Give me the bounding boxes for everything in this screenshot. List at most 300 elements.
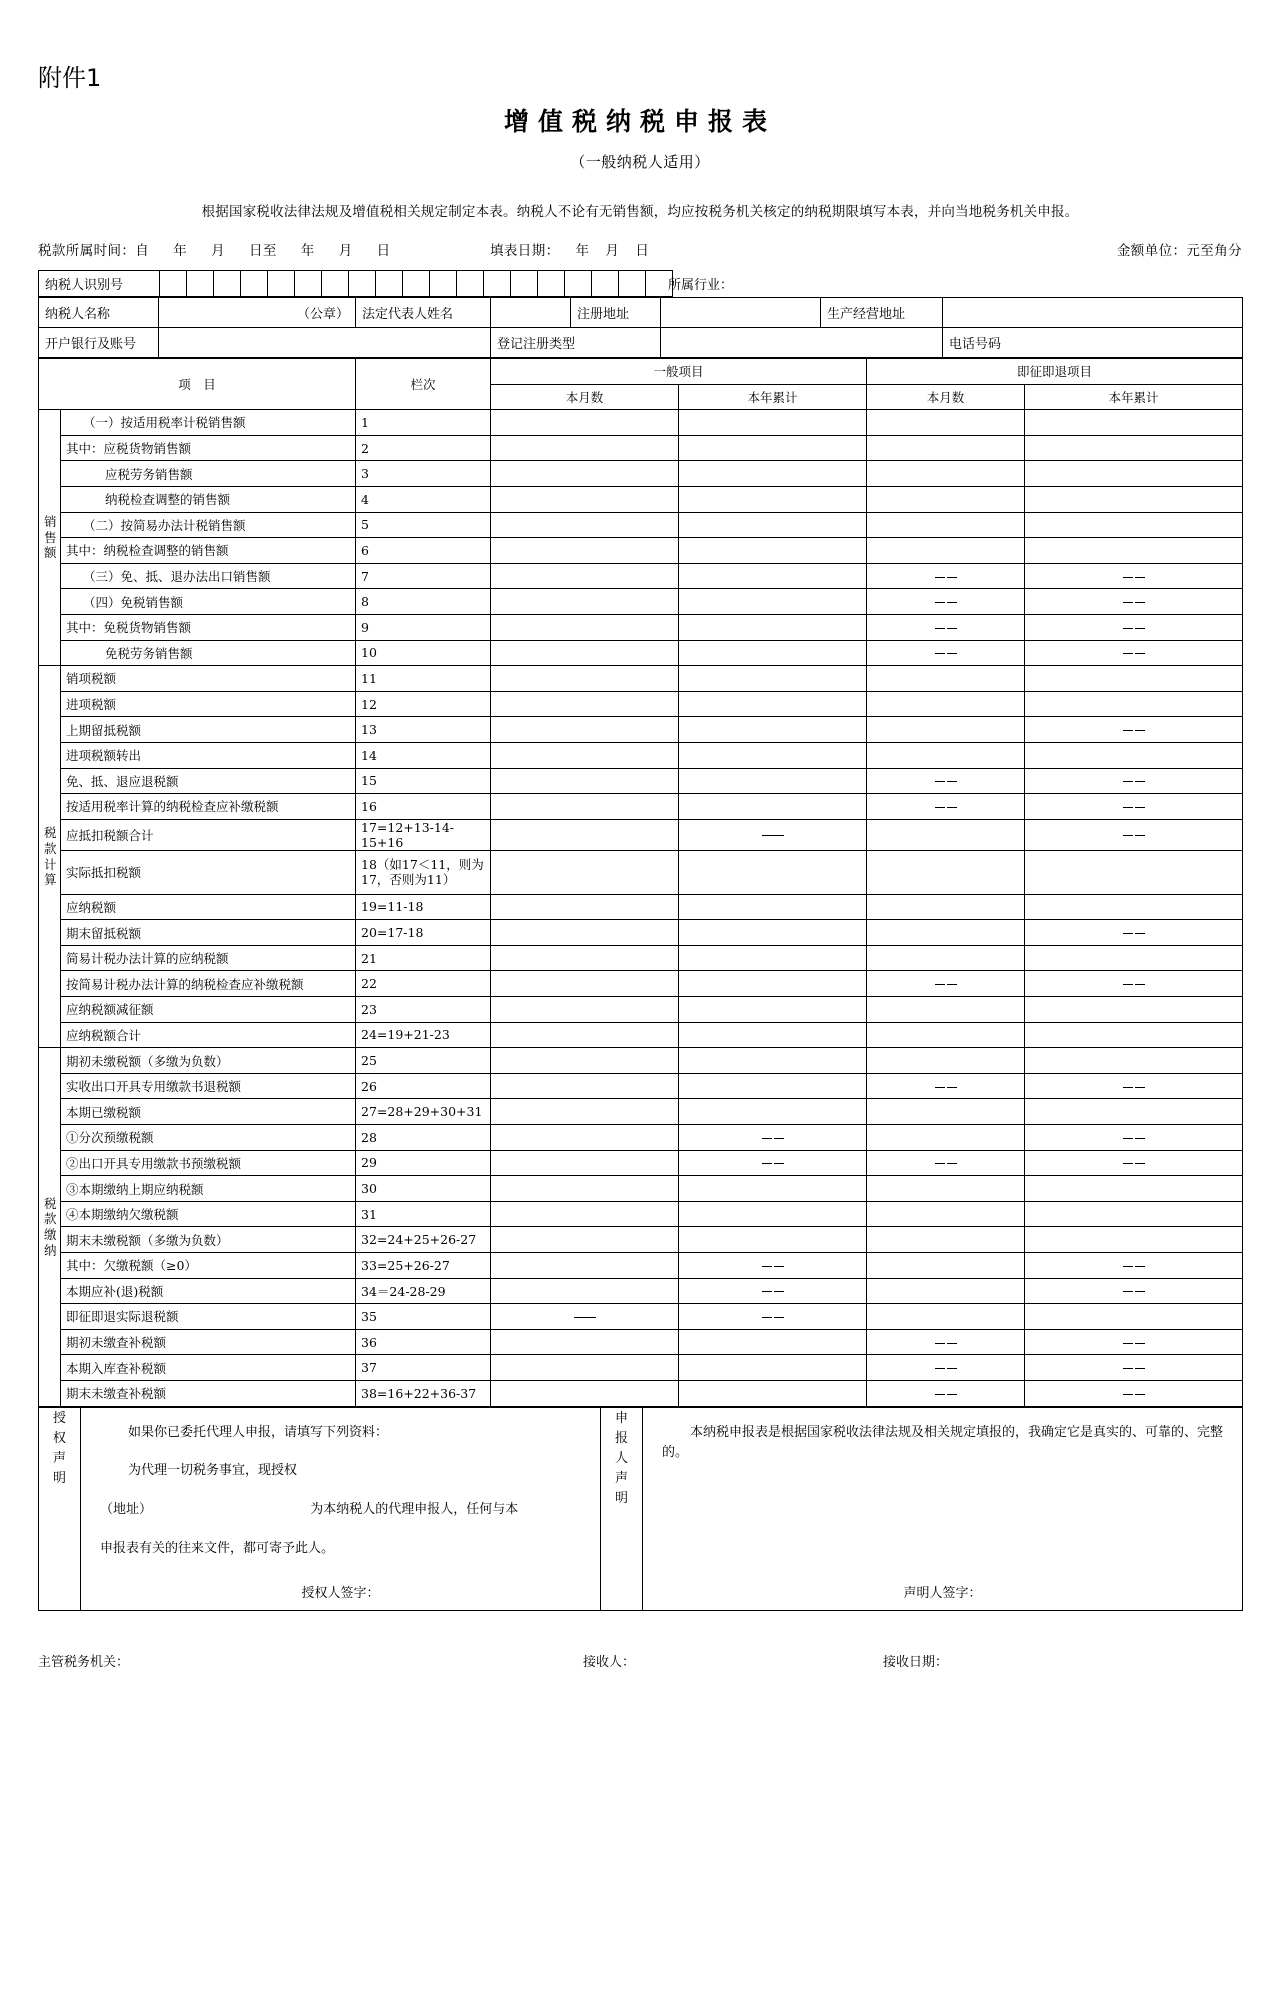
dash-mark <box>1123 577 1133 578</box>
value-cell-refund-year <box>1025 1150 1243 1176</box>
value-cell-refund-year[interactable] <box>1025 1176 1243 1202</box>
value-cell-refund-month[interactable] <box>867 410 1025 436</box>
value-cell-general-year <box>679 1253 867 1279</box>
value-cell-general-year <box>679 1125 867 1151</box>
dash-mark <box>1135 1163 1145 1164</box>
value-cell-general-month[interactable] <box>491 1073 679 1099</box>
auth-line-1: 如果你已委托代理人申报，请填写下列资料： <box>128 1424 389 1440</box>
value-cell-general-month[interactable] <box>491 1125 679 1151</box>
value-cell-refund-year <box>1025 971 1243 997</box>
value-cell-general-month[interactable] <box>491 614 679 640</box>
value-cell-general-month[interactable] <box>491 742 679 768</box>
dash-mark <box>762 1138 772 1139</box>
value-cell-general-month[interactable] <box>491 920 679 946</box>
taxpayer-id-digit-10[interactable] <box>402 271 429 296</box>
taxpayer-id-digit-2[interactable] <box>186 271 213 296</box>
phone-cell <box>943 328 1243 358</box>
value-cell-refund-month <box>867 589 1025 615</box>
value-cell-refund-year <box>1025 1355 1243 1381</box>
value-cell-refund-year[interactable] <box>1025 461 1243 487</box>
dash-mark <box>947 602 957 603</box>
value-cell-refund-month <box>867 563 1025 589</box>
value-cell-refund-year[interactable] <box>1025 666 1243 692</box>
value-cell-general-month[interactable] <box>491 1099 679 1125</box>
row-item-label: 进项税额转出 <box>61 742 356 768</box>
dash-mark <box>1123 1291 1133 1292</box>
row-item-label: 实际抵扣税额 <box>61 850 356 894</box>
value-cell-general-month[interactable] <box>491 1227 679 1253</box>
row-line-number: 4 <box>356 486 491 512</box>
dash-mark <box>762 835 784 836</box>
value-cell-general-month[interactable] <box>491 512 679 538</box>
value-cell-general-year[interactable] <box>679 894 867 920</box>
fill-month: 月 <box>605 243 620 259</box>
row-line-number: 32=24+25+26-27 <box>356 1227 491 1253</box>
value-cell-general-year[interactable] <box>679 1099 867 1125</box>
value-cell-general-month[interactable] <box>491 717 679 743</box>
fill-year: 年 <box>575 243 590 259</box>
page-subtitle: （一般纳税人适用） <box>570 153 710 171</box>
dash-mark <box>1123 628 1133 629</box>
row-item-label: 上期留抵税额 <box>61 717 356 743</box>
value-cell-general-month[interactable] <box>491 461 679 487</box>
value-cell-general-month <box>491 1304 679 1330</box>
value-cell-refund-month[interactable] <box>867 819 1025 850</box>
value-cell-general-month[interactable] <box>491 1150 679 1176</box>
row-item-label: ③本期缴纳上期应纳税额 <box>61 1176 356 1202</box>
value-cell-refund-month <box>867 768 1025 794</box>
taxpayer-id-digit-11[interactable] <box>429 271 456 296</box>
row-line-number: 9 <box>356 614 491 640</box>
value-cell-refund-month[interactable] <box>867 666 1025 692</box>
dash-mark <box>1123 1343 1133 1344</box>
col-header-refund-month: 本月数 <box>867 384 1025 410</box>
period-day-to: 日至 <box>249 243 277 259</box>
taxpayer-id-digit-3[interactable] <box>213 271 240 296</box>
dash-mark <box>774 1163 784 1164</box>
value-cell-general-year[interactable] <box>679 1022 867 1048</box>
dash-mark <box>935 577 945 578</box>
table-row <box>39 1329 1243 1355</box>
row-item-label: 销项税额 <box>61 666 356 692</box>
table-row <box>39 512 1243 538</box>
row-item-label: （四）免税销售额 <box>61 589 356 615</box>
value-cell-refund-year[interactable] <box>1025 410 1243 436</box>
section-label-3: 税 款 缴 纳 <box>39 1048 61 1406</box>
receiver-label: 接收人： <box>583 1654 636 1670</box>
value-cell-refund-month <box>867 1380 1025 1406</box>
row-item-label: 本期应补(退)税额 <box>61 1278 356 1304</box>
row-line-number: 35 <box>356 1304 491 1330</box>
value-cell-general-year[interactable] <box>679 742 867 768</box>
row-line-number: 16 <box>356 794 491 820</box>
table-row <box>39 1099 1243 1125</box>
value-cell-refund-year[interactable] <box>1025 512 1243 538</box>
taxpayer-id-digit-16[interactable] <box>564 271 591 296</box>
registered-addr-label: 注册地址 <box>571 298 661 328</box>
authorization-declaration-cell <box>81 1407 601 1610</box>
taxpayer-id-digit-13[interactable] <box>483 271 510 296</box>
value-cell-general-month[interactable] <box>491 894 679 920</box>
table-row <box>39 945 1243 971</box>
value-cell-refund-month[interactable] <box>867 1227 1025 1253</box>
value-cell-refund-year[interactable] <box>1025 1099 1243 1125</box>
dash-mark <box>1123 1087 1133 1088</box>
value-cell-general-year[interactable] <box>679 666 867 692</box>
row-line-number: 31 <box>356 1201 491 1227</box>
taxpayer-id-digit-9[interactable] <box>375 271 402 296</box>
value-cell-refund-month[interactable] <box>867 1201 1025 1227</box>
authorizer-signature-label[interactable]: 授权人签字： <box>301 1585 380 1601</box>
taxpayer-id-digit-12[interactable] <box>456 271 483 296</box>
taxpayer-name-label: 纳税人名称 <box>39 298 159 328</box>
value-cell-general-month[interactable] <box>491 589 679 615</box>
value-cell-refund-year[interactable] <box>1025 486 1243 512</box>
row-item-label: （三）免、抵、退办法出口销售额 <box>61 563 356 589</box>
value-cell-general-year[interactable] <box>679 1329 867 1355</box>
taxpayer-id-digit-18[interactable] <box>618 271 645 296</box>
value-cell-general-year <box>679 819 867 850</box>
row-line-number: 37 <box>356 1355 491 1381</box>
table-row <box>39 850 1243 894</box>
value-cell-general-year[interactable] <box>679 920 867 946</box>
table-row <box>39 1176 1243 1202</box>
value-cell-refund-month[interactable] <box>867 1125 1025 1151</box>
col-header-item: 项 目 <box>39 359 356 410</box>
receive-date-label: 接收日期： <box>883 1654 949 1670</box>
value-cell-refund-month[interactable] <box>867 742 1025 768</box>
value-cell-refund-year[interactable] <box>1025 894 1243 920</box>
value-cell-general-year[interactable] <box>679 461 867 487</box>
registered-addr-value[interactable] <box>661 298 821 328</box>
value-cell-refund-month[interactable] <box>867 1176 1025 1202</box>
value-cell-general-year[interactable] <box>679 1176 867 1202</box>
value-cell-general-month[interactable] <box>491 410 679 436</box>
value-cell-general-month[interactable] <box>491 1022 679 1048</box>
value-cell-general-month[interactable] <box>491 850 679 894</box>
value-cell-refund-month[interactable] <box>867 894 1025 920</box>
taxpayer-id-label: 纳税人识别号 <box>45 278 124 293</box>
value-cell-refund-month[interactable] <box>867 850 1025 894</box>
value-cell-general-year[interactable] <box>679 486 867 512</box>
authorization-body <box>82 1409 599 1609</box>
reg-type-label: 登记注册类型 <box>491 328 661 358</box>
value-cell-refund-month <box>867 1355 1025 1381</box>
value-cell-refund-year[interactable] <box>1025 1201 1243 1227</box>
row-line-number: 10 <box>356 640 491 666</box>
value-cell-refund-month <box>867 971 1025 997</box>
dash-mark <box>1135 1394 1145 1395</box>
dash-mark <box>935 602 945 603</box>
fill-date-label <box>490 239 649 259</box>
value-cell-refund-month[interactable] <box>867 920 1025 946</box>
value-cell-refund-month <box>867 1150 1025 1176</box>
auth-line-2: 为代理一切税务事宜，现授权 <box>128 1463 298 1479</box>
value-cell-general-year[interactable] <box>679 945 867 971</box>
taxpayer-id-digit-1[interactable] <box>159 271 186 296</box>
value-cell-refund-year <box>1025 920 1243 946</box>
value-cell-refund-year[interactable] <box>1025 945 1243 971</box>
value-cell-general-month[interactable] <box>491 486 679 512</box>
value-cell-refund-month[interactable] <box>867 1048 1025 1074</box>
row-item-label: 期初未缴查补税额 <box>61 1329 356 1355</box>
row-line-number: 13 <box>356 717 491 743</box>
value-cell-refund-year <box>1025 1253 1243 1279</box>
phone-label: 电话号码 <box>949 337 1002 352</box>
fill-day: 日 <box>635 243 650 259</box>
value-cell-general-year <box>679 1304 867 1330</box>
filer-side-label: 申 报 人 声 明 <box>601 1407 643 1610</box>
value-cell-general-year[interactable] <box>679 1227 867 1253</box>
value-cell-general-month[interactable] <box>491 1329 679 1355</box>
dash-mark <box>935 653 945 654</box>
row-item-label: 按简易计税办法计算的纳税检查应补缴税额 <box>61 971 356 997</box>
col-header-general-month: 本月数 <box>491 384 679 410</box>
value-cell-general-year[interactable] <box>679 997 867 1023</box>
value-cell-refund-year[interactable] <box>1025 1304 1243 1330</box>
value-cell-general-month[interactable] <box>491 1176 679 1202</box>
dash-mark <box>1135 835 1145 836</box>
value-cell-general-month[interactable] <box>491 435 679 461</box>
period-month: 月 <box>211 243 226 259</box>
value-cell-general-year[interactable] <box>679 410 867 436</box>
value-cell-general-month[interactable] <box>491 1278 679 1304</box>
filer-signature-label[interactable]: 声明人签字： <box>903 1585 982 1601</box>
value-cell-refund-month[interactable] <box>867 461 1025 487</box>
value-cell-general-year[interactable] <box>679 538 867 564</box>
dash-mark <box>935 628 945 629</box>
row-item-label: 其中：纳税检查调整的销售额 <box>61 538 356 564</box>
value-cell-general-year[interactable] <box>679 794 867 820</box>
filer-body <box>644 1409 1241 1609</box>
value-cell-general-month[interactable] <box>491 563 679 589</box>
value-cell-general-month[interactable] <box>491 997 679 1023</box>
value-cell-refund-year <box>1025 1125 1243 1151</box>
dash-mark <box>947 1163 957 1164</box>
value-cell-general-month[interactable] <box>491 1048 679 1074</box>
period-year-2: 年 <box>300 243 315 259</box>
period-month-2: 月 <box>338 243 353 259</box>
table-row <box>39 538 1243 564</box>
row-line-number: 11 <box>356 666 491 692</box>
row-item-label: 期末未缴查补税额 <box>61 1380 356 1406</box>
dash-mark <box>1135 1343 1145 1344</box>
value-cell-refund-year[interactable] <box>1025 1227 1243 1253</box>
row-item-label: 其中：欠缴税额（≥0） <box>61 1253 356 1279</box>
dash-mark <box>1135 1291 1145 1292</box>
period-day-2: 日 <box>376 243 391 259</box>
row-line-number: 26 <box>356 1073 491 1099</box>
row-line-number: 28 <box>356 1125 491 1151</box>
row-line-number: 2 <box>356 435 491 461</box>
table-row <box>39 328 1243 358</box>
table-row <box>39 1407 1243 1610</box>
dash-mark <box>947 984 957 985</box>
filer-declaration-text: 本纳税申报表是根据国家税收法律法规及相关规定填报的，我确定它是真实的、可靠的、完整的。 <box>662 1424 1224 1461</box>
value-cell-refund-month[interactable] <box>867 1304 1025 1330</box>
value-cell-refund-month[interactable] <box>867 538 1025 564</box>
dash-mark <box>1123 984 1133 985</box>
value-cell-general-year <box>679 1150 867 1176</box>
value-cell-refund-month[interactable] <box>867 1253 1025 1279</box>
value-cell-refund-month[interactable] <box>867 512 1025 538</box>
value-cell-general-year[interactable] <box>679 589 867 615</box>
table-row <box>39 1355 1243 1381</box>
value-cell-general-month[interactable] <box>491 1355 679 1381</box>
value-cell-refund-year[interactable] <box>1025 538 1243 564</box>
meta-line <box>38 239 1242 265</box>
value-cell-general-year[interactable] <box>679 717 867 743</box>
table-row <box>39 1278 1243 1304</box>
dash-mark <box>1123 1138 1133 1139</box>
dash-mark <box>947 1394 957 1395</box>
value-cell-refund-month[interactable] <box>867 691 1025 717</box>
fill-date-prefix: 填表日期： <box>490 243 560 259</box>
value-cell-refund-year[interactable] <box>1025 691 1243 717</box>
value-cell-general-year[interactable] <box>679 1048 867 1074</box>
value-cell-refund-month[interactable] <box>867 997 1025 1023</box>
row-item-label: 应纳税额合计 <box>61 1022 356 1048</box>
row-line-number: 7 <box>356 563 491 589</box>
taxpayer-id-digit-6[interactable] <box>294 271 321 296</box>
value-cell-general-month[interactable] <box>491 538 679 564</box>
value-cell-refund-year <box>1025 614 1243 640</box>
value-cell-general-month[interactable] <box>491 945 679 971</box>
industry-label-text: 所属行业： <box>668 278 734 293</box>
taxpayer-id-digit-15[interactable] <box>537 271 564 296</box>
dash-mark <box>762 1291 772 1292</box>
row-item-label: ①分次预缴税额 <box>61 1125 356 1151</box>
dash-mark <box>762 1163 772 1164</box>
bank-value[interactable] <box>159 328 491 358</box>
table-row <box>39 971 1243 997</box>
value-cell-refund-year[interactable] <box>1025 997 1243 1023</box>
value-cell-general-year[interactable] <box>679 1380 867 1406</box>
row-line-number: 12 <box>356 691 491 717</box>
table-row <box>39 920 1243 946</box>
dash-mark <box>1135 807 1145 808</box>
value-cell-general-year[interactable] <box>679 1201 867 1227</box>
value-cell-general-month[interactable] <box>491 666 679 692</box>
dash-mark <box>574 1317 596 1318</box>
value-cell-refund-month <box>867 1073 1025 1099</box>
section-label-1: 销 售 额 <box>39 410 61 666</box>
value-cell-refund-month[interactable] <box>867 1022 1025 1048</box>
row-line-number: 1 <box>356 410 491 436</box>
value-cell-refund-year[interactable] <box>1025 742 1243 768</box>
dash-mark <box>762 1266 772 1267</box>
value-cell-refund-month[interactable] <box>867 717 1025 743</box>
value-cell-general-month[interactable] <box>491 691 679 717</box>
taxpayer-id-digit-17[interactable] <box>591 271 618 296</box>
value-cell-general-month[interactable] <box>491 768 679 794</box>
value-cell-general-year[interactable] <box>679 1073 867 1099</box>
value-cell-general-year[interactable] <box>679 640 867 666</box>
value-cell-refund-month[interactable] <box>867 945 1025 971</box>
dash-mark <box>1135 653 1145 654</box>
table-row <box>39 640 1243 666</box>
row-line-number: 36 <box>356 1329 491 1355</box>
value-cell-refund-month[interactable] <box>867 1099 1025 1125</box>
row-item-label: 本期已缴税额 <box>61 1099 356 1125</box>
row-line-number: 34＝24-28-29 <box>356 1278 491 1304</box>
legal-rep-label: 法定代表人姓名 <box>356 298 491 328</box>
value-cell-general-year[interactable] <box>679 435 867 461</box>
dash-mark <box>935 781 945 782</box>
value-cell-general-month[interactable] <box>491 1253 679 1279</box>
value-cell-refund-year[interactable] <box>1025 1048 1243 1074</box>
dash-mark <box>935 1368 945 1369</box>
taxpayer-id-digit-7[interactable] <box>321 271 348 296</box>
dash-mark <box>1135 1266 1145 1267</box>
row-item-label: 免、抵、退应退税额 <box>61 768 356 794</box>
taxpayer-id-row <box>38 270 1242 297</box>
value-cell-refund-month[interactable] <box>867 435 1025 461</box>
auth-line-3-4 <box>100 1500 581 1521</box>
value-cell-refund-year <box>1025 794 1243 820</box>
company-seal-field[interactable]: （公章） <box>159 298 356 328</box>
value-cell-general-year[interactable] <box>679 563 867 589</box>
value-cell-refund-year[interactable] <box>1025 435 1243 461</box>
dash-mark <box>947 781 957 782</box>
dash-mark <box>947 807 957 808</box>
value-cell-general-year[interactable] <box>679 768 867 794</box>
value-cell-general-year[interactable] <box>679 512 867 538</box>
value-cell-general-year[interactable] <box>679 614 867 640</box>
table-row <box>39 589 1243 615</box>
table-row <box>39 997 1243 1023</box>
row-item-label: 期末未缴税额（多缴为负数） <box>61 1227 356 1253</box>
row-item-label: 应抵扣税额合计 <box>61 819 356 850</box>
dash-mark <box>1123 730 1133 731</box>
value-cell-refund-month[interactable] <box>867 1278 1025 1304</box>
value-cell-general-year <box>679 1278 867 1304</box>
value-cell-refund-month <box>867 614 1025 640</box>
value-cell-general-month[interactable] <box>491 971 679 997</box>
value-cell-general-month[interactable] <box>491 794 679 820</box>
value-cell-general-month[interactable] <box>491 1201 679 1227</box>
dash-mark <box>935 807 945 808</box>
row-line-number: 20=17-18 <box>356 920 491 946</box>
dash-mark <box>947 1087 957 1088</box>
dash-mark <box>1135 1138 1145 1139</box>
value-cell-refund-year[interactable] <box>1025 850 1243 894</box>
taxpayer-id-digit-8[interactable] <box>348 271 375 296</box>
row-line-number: 38=16+22+36-37 <box>356 1380 491 1406</box>
legal-rep-value[interactable] <box>491 298 571 328</box>
value-cell-refund-year <box>1025 717 1243 743</box>
dash-mark <box>774 1138 784 1139</box>
value-cell-general-month[interactable] <box>491 819 679 850</box>
dash-mark <box>935 1343 945 1344</box>
dash-mark <box>1135 781 1145 782</box>
value-cell-general-year[interactable] <box>679 1355 867 1381</box>
value-cell-refund-month[interactable] <box>867 486 1025 512</box>
value-cell-general-month[interactable] <box>491 1380 679 1406</box>
value-cell-refund-year[interactable] <box>1025 1022 1243 1048</box>
value-cell-general-year[interactable] <box>679 691 867 717</box>
taxpayer-id-digit-14[interactable] <box>510 271 537 296</box>
period-prefix: 税款所属时间：自 <box>38 243 150 259</box>
business-addr-value[interactable] <box>943 298 1243 328</box>
taxpayer-id-digit-5[interactable] <box>267 271 294 296</box>
dash-mark <box>774 1291 784 1292</box>
reg-type-value[interactable] <box>661 328 943 358</box>
value-cell-general-month[interactable] <box>491 640 679 666</box>
value-cell-general-year[interactable] <box>679 971 867 997</box>
value-cell-general-year[interactable] <box>679 850 867 894</box>
taxpayer-id-digit-4[interactable] <box>240 271 267 296</box>
